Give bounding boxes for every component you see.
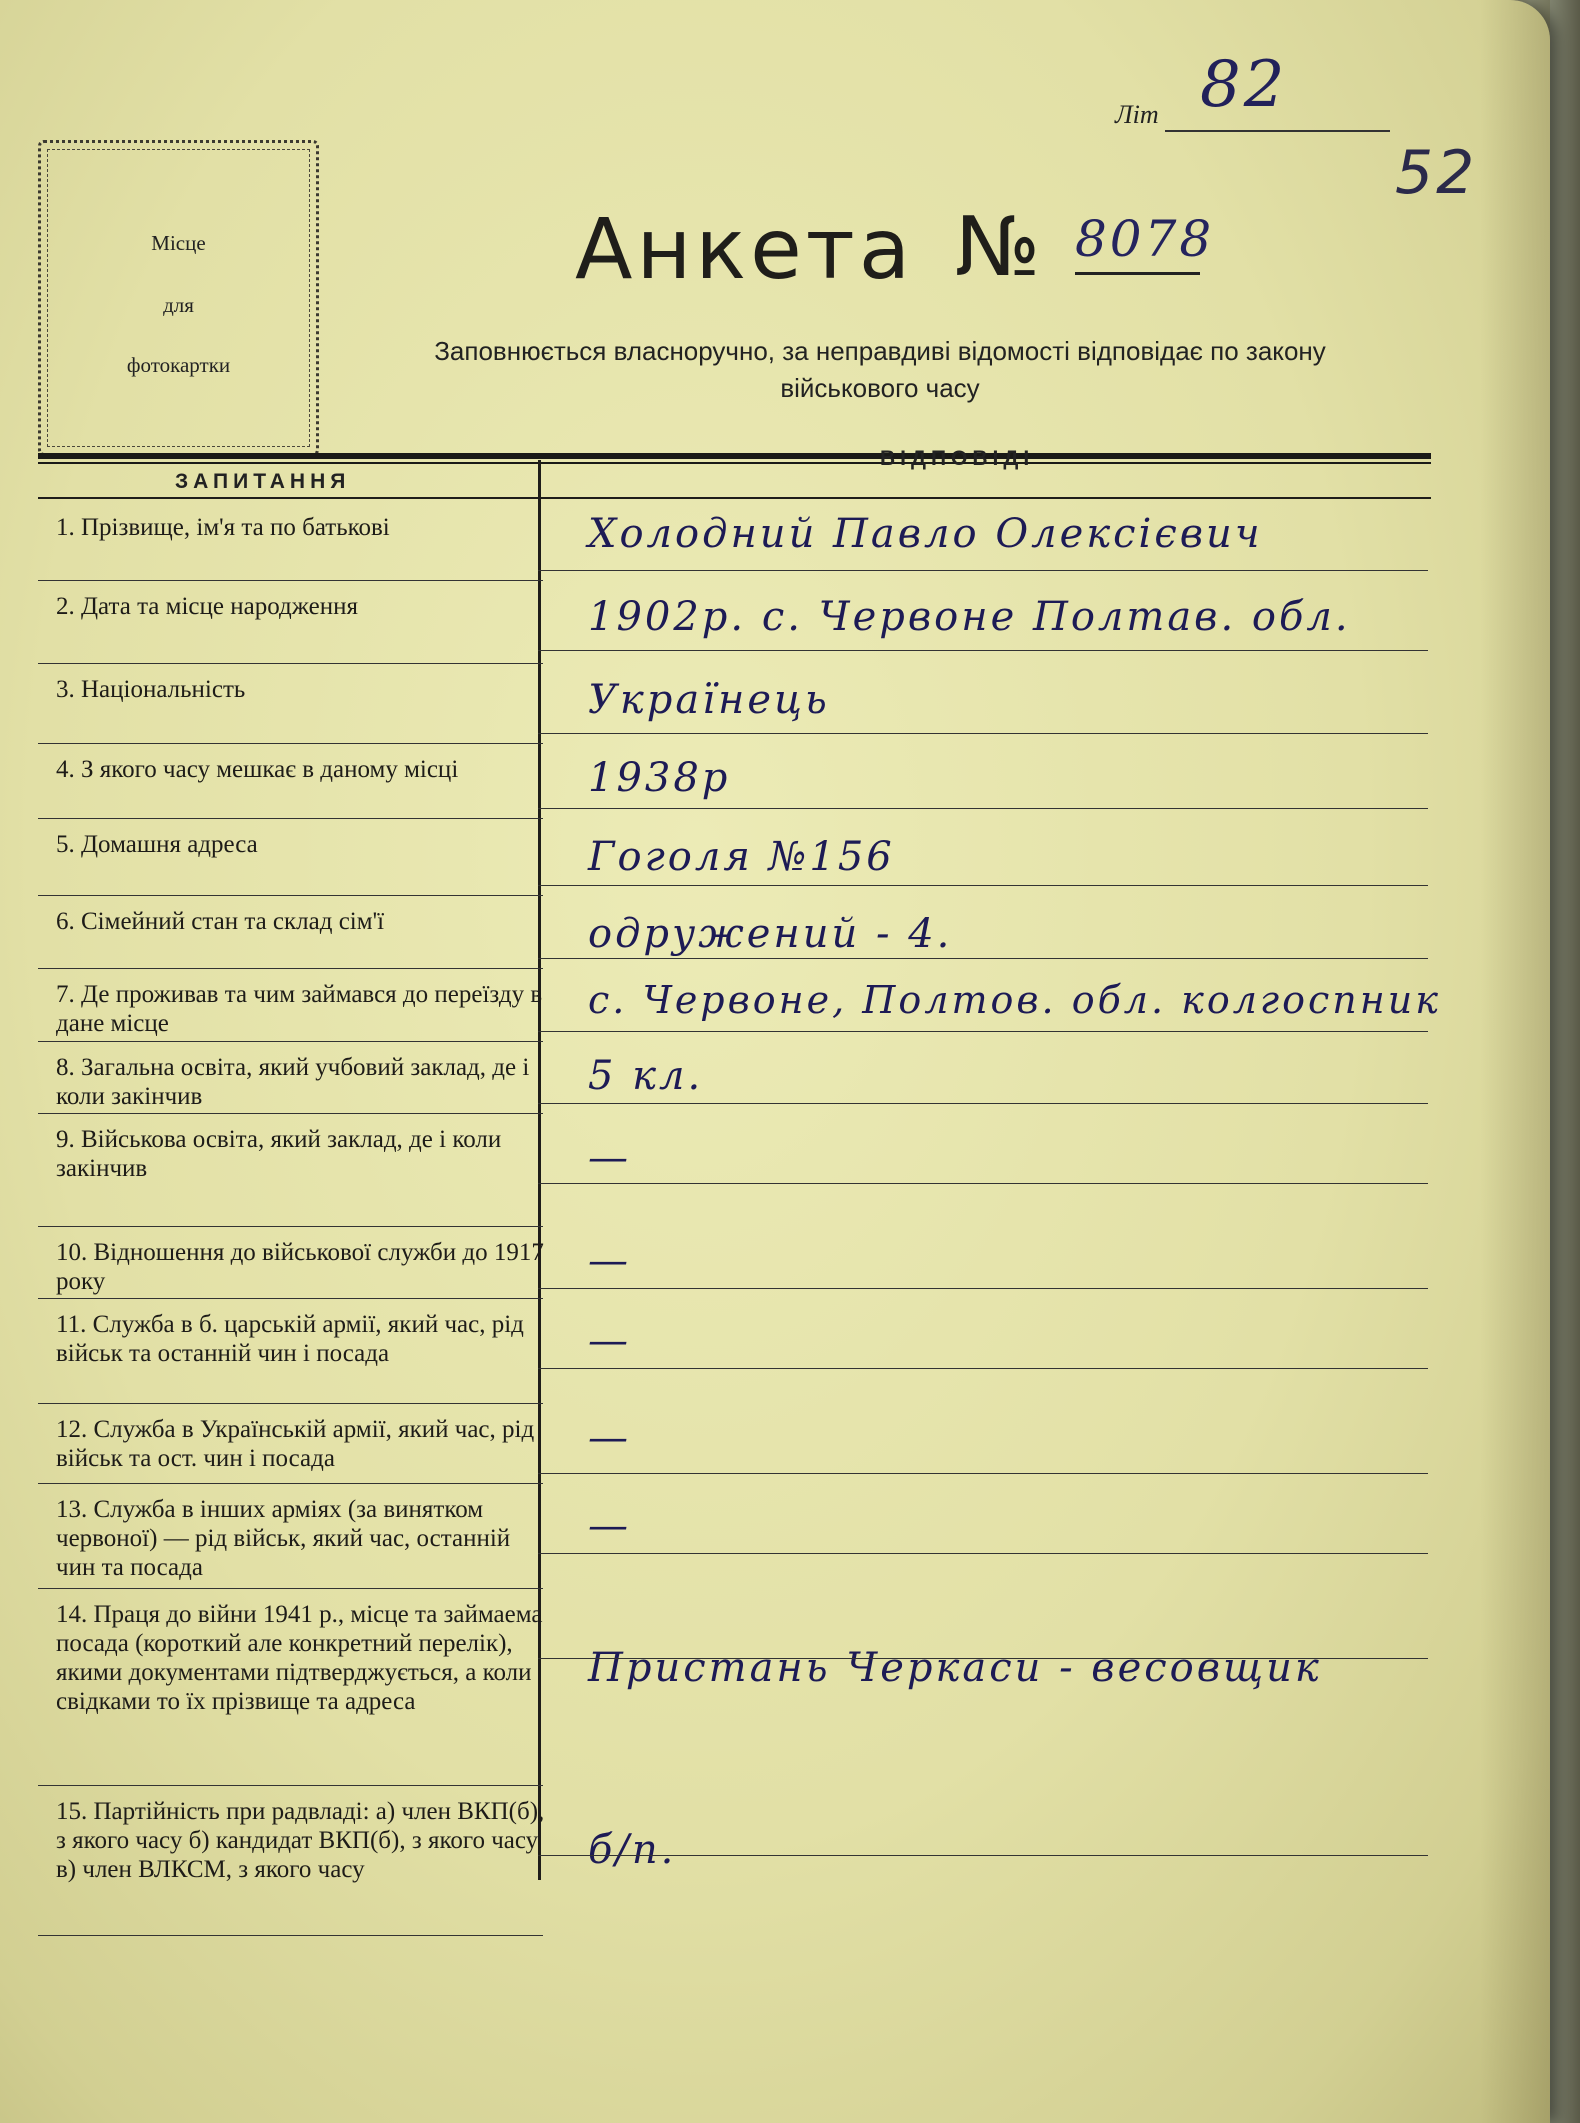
question-text: 7. Де проживав та чим займався до переїзду в дане місце — [56, 981, 543, 1037]
table-row — [38, 582, 1438, 665]
lit-number: 82 — [1200, 48, 1288, 122]
question-text: 2. Дата та місце народження — [56, 593, 359, 620]
question-text: 6. Сімейний стан та склад сім'ї — [56, 908, 385, 935]
answer-text: Українець — [588, 677, 830, 723]
question-text: 5. Домашня адреса — [56, 831, 258, 858]
answer-text: с. Червоне, Полтов. обл. колгоспник — [588, 978, 1441, 1022]
table-row — [38, 820, 1438, 897]
answer-text: — — [588, 1318, 631, 1364]
answer-text: — — [588, 1238, 631, 1284]
table-row — [38, 897, 1438, 970]
subtitle-line2: військового часу — [780, 373, 980, 403]
photo-label-line3: фотокартки — [126, 353, 231, 377]
table-row — [38, 970, 1441, 1043]
table-row — [38, 1043, 1438, 1115]
number-sign: № — [955, 200, 1041, 295]
question-text: 1. Прізвище, ім'я та по батькові — [56, 514, 390, 541]
subtitle — [355, 333, 1405, 407]
question-text: 11. Служба в б. царській армії, який час, рід військ та останній чин і посада — [56, 1311, 524, 1367]
answers-column-header: ВІДПОВІДІ — [880, 447, 1035, 470]
table-row — [38, 1590, 1438, 1787]
question-text: 9. Військова освіта, який заклад, де і коли закінчив — [56, 1126, 502, 1182]
answer-text: Пристань Черкаси - весовщик — [588, 1645, 1322, 1691]
answer-text: Гоголя №156 — [588, 834, 895, 880]
table-row — [38, 1115, 1438, 1228]
header-rule — [38, 453, 1431, 459]
question-text: 10. Відношення до військової служби до 1917 року — [56, 1239, 544, 1295]
answer-text: одружений - 4. — [588, 911, 953, 957]
photo-label-line2: для — [163, 293, 194, 317]
answer-text: Холодний Павло Олексієвич — [588, 511, 1263, 557]
answer-text: — — [588, 1135, 631, 1181]
subtitle-line1: Заповнюється власноручно, за неправдиві відомості відповідає по закону — [434, 336, 1326, 366]
question-text: 13. Служба в інших арміях (за винятком червоної) — рід військ, який час, останній чин та посада — [56, 1496, 511, 1581]
question-text: 14. Праця до війни 1941 р., місце та займаема посада (короткий але конкретний перелік), якими документами підтверджується, а коли свідками то їх прізвище та адреса — [56, 1601, 543, 1715]
answer-text: 1902р. с. Червоне Полтав. обл. — [588, 594, 1351, 640]
question-text: 12. Служба в Українській армії, який час, рід військ та ост. чин і посада — [56, 1416, 535, 1472]
question-text: 3. Національність — [56, 676, 246, 703]
answer-text: — — [588, 1415, 631, 1461]
answer-text: 1938р — [588, 755, 731, 801]
table-row — [38, 1485, 1438, 1590]
photo-placeholder — [38, 140, 319, 456]
questions-column-header: ЗАПИТАННЯ — [175, 470, 351, 493]
question-text: 15. Партійність при радвладі: а) член ВКП(б), з якого часу б) кандидат ВКП(б), з якого часу в) член ВЛКСМ, з якого часу — [56, 1798, 545, 1883]
answer-text: 5 кл. — [588, 1053, 704, 1099]
page-title: Анкета — [575, 200, 915, 298]
table-row — [38, 503, 1438, 582]
corner-number: 52 — [1395, 138, 1478, 208]
table-row — [38, 1405, 1438, 1485]
table-row — [38, 1228, 1438, 1300]
lit-label: Літ — [1115, 100, 1159, 129]
table-row — [38, 745, 1438, 820]
table-row — [38, 1787, 1438, 1937]
form-number: 8078 — [1075, 210, 1215, 268]
question-text: 8. Загальна освіта, який учбовий заклад, де і коли закінчив — [56, 1054, 530, 1110]
photo-label-line1: Місце — [151, 231, 206, 255]
question-text: 4. З якого часу мешкає в даному місці — [56, 756, 459, 783]
table-row — [38, 1300, 1438, 1405]
answer-text: — — [588, 1503, 631, 1549]
table-row — [38, 665, 1438, 745]
answer-text: б/п. — [588, 1827, 677, 1873]
